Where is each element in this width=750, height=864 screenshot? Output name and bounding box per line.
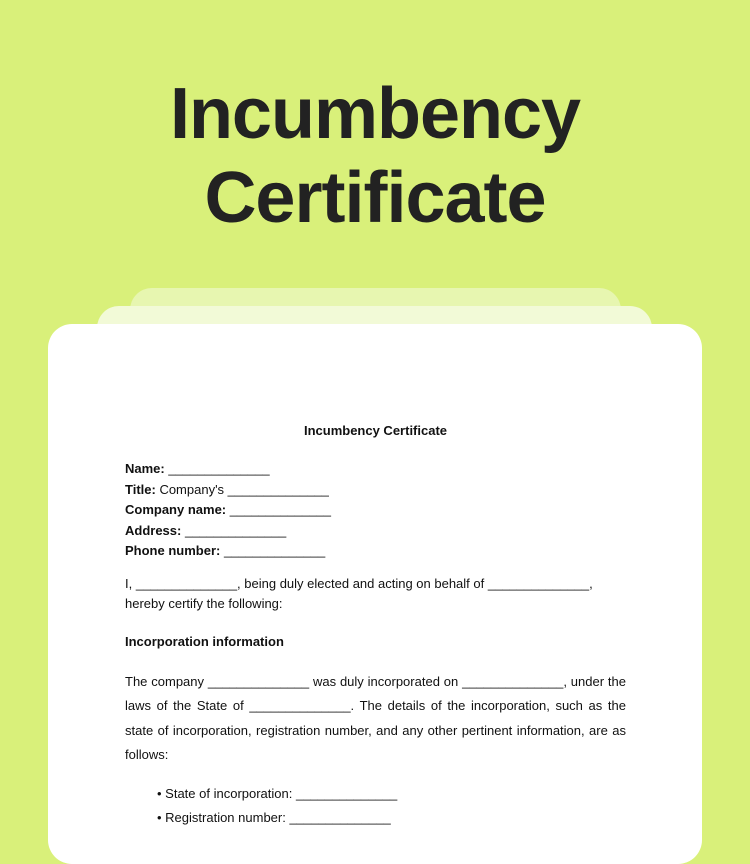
field-value: ______________ — [226, 502, 331, 517]
hero-title-line-1: Incumbency — [169, 74, 581, 154]
document-body — [125, 422, 626, 830]
list-item: • State of incorporation: ______________ — [157, 782, 626, 806]
field-name — [125, 459, 626, 480]
field-phone-number — [125, 541, 626, 562]
field-company-name — [125, 500, 626, 521]
field-address — [125, 521, 626, 542]
field-label: Company name: — [125, 502, 227, 517]
field-title — [125, 480, 626, 501]
section-heading: Incorporation information — [125, 633, 284, 649]
field-value: ______________ — [181, 522, 287, 538]
document-title: Incumbency Certificate — [303, 423, 448, 438]
hero-title — [0, 72, 750, 240]
intro-paragraph: I, ______________, being duly elected and acting on behalf of ______________, hereby certify the following: — [125, 575, 593, 611]
hero-title-line-2: Certificate — [204, 158, 546, 238]
field-label: Address: — [125, 522, 182, 538]
field-value: ______________ — [220, 543, 326, 558]
field-value: ______________ — [164, 461, 270, 476]
bullet-list — [125, 782, 626, 830]
document-card — [48, 324, 702, 864]
field-label: Phone number: — [125, 543, 221, 558]
field-list — [125, 459, 626, 562]
field-label: Name: — [125, 461, 165, 476]
section-paragraph: The company ______________ was duly incorporated on ______________, under the laws of the State of ______________. The details of the incorporation, such as the state of incorporation, registration number, and any other pertinent information, are as follows: — [125, 673, 626, 762]
field-label: Title: — [125, 481, 156, 497]
field-value: Company's ______________ — [155, 481, 329, 497]
list-item: • Registration number: ______________ — [157, 806, 626, 830]
